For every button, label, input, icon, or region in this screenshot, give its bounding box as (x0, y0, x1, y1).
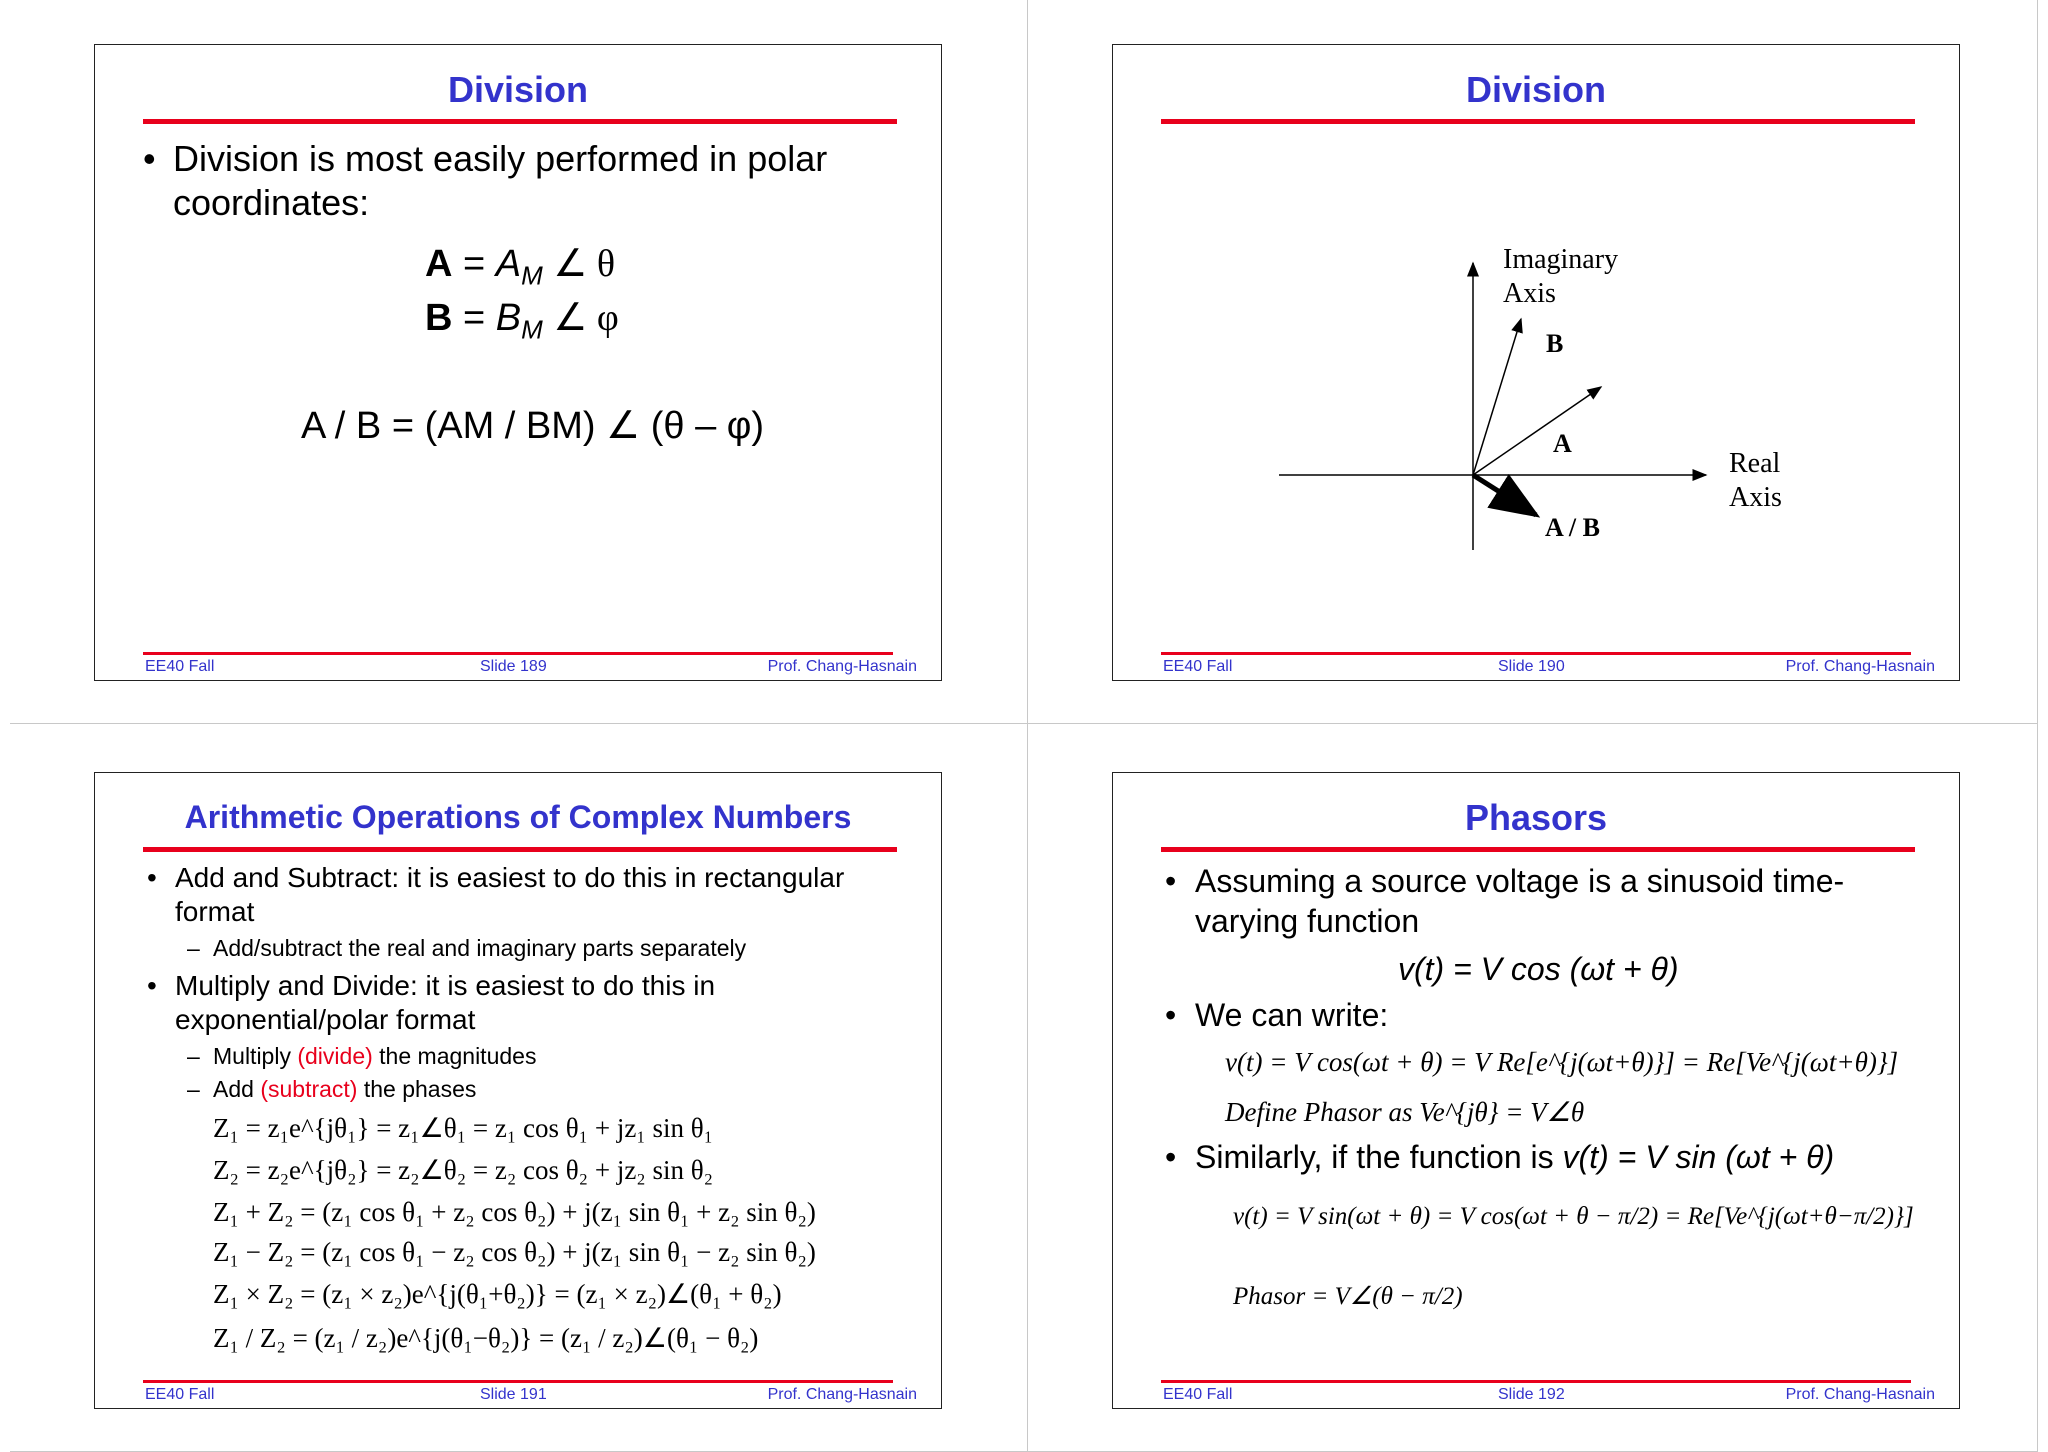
sub-bullet-prefix: Add (213, 1076, 261, 1102)
real-axis-label (1729, 447, 1782, 515)
equation-z1: Z₁ = z₁e^{jθ₁} = z₁∠θ₁ = z₁ cos θ₁ + jz₁ sin θ₁ (213, 1113, 714, 1143)
eq-a-sub: M (521, 260, 543, 291)
footer-rule (143, 652, 893, 655)
label-a: A (1553, 429, 1572, 458)
eq-a-rhs: A (495, 243, 522, 285)
bullet-label: Add and Subtract: it is easiest to do this in rectangular format (175, 862, 845, 927)
slide-cell-190 (1028, 0, 2038, 724)
bullet-label: We can write: (1195, 997, 1389, 1033)
equation-a: $A = A_M$ ∠ θ (425, 243, 616, 291)
slide-title: Phasors (1464, 797, 1608, 838)
real-label-line1: Real (1729, 448, 1781, 479)
footer-author: Prof. Chang-Hasnain (1785, 1386, 1935, 1403)
equation-v-real-part: v(t) = V cos(ωt + θ) = V Re[e^{j(ωt+θ)}] = Re[Ve^{j(ωt+θ)}] (1225, 1047, 1899, 1077)
eq-a-lhs: A (425, 243, 453, 285)
bullet-label: Assuming a source voltage is a sinusoid time-varying function (1195, 863, 1845, 939)
footer-rule (1161, 1380, 1911, 1383)
slide-title: Arithmetic Operations of Complex Numbers (184, 799, 852, 835)
footer-slide-number: Slide 192 (1498, 1386, 1565, 1403)
equation-z2: Z₂ = z₂e^{jθ₂} = z₂∠θ₂ = z₂ cos θ₂ + jz₂ sin θ₂ (213, 1155, 714, 1185)
sub-bullet-red: (divide) (297, 1043, 373, 1069)
equation-v-sin: v(t) = V sin(ωt + θ) = V cos(ωt + θ − π/2) = Re[Ve^{j(ωt+θ−π/2)}] (1233, 1203, 1914, 1230)
bullet-label: Multiply and Divide: it is easiest to do this in exponential/polar format (175, 970, 716, 1035)
footer-course: EE40 Fall (145, 658, 215, 675)
equation-quotient: Z₁ / Z₂ = (z₁ / z₂)e^{j(θ₁−θ₂)} = (z₁ / z₂)∠(θ₁ − θ₂) (213, 1323, 759, 1353)
bullet-dot: • (1165, 863, 1177, 899)
bullet-similarly-sine (1165, 1137, 1835, 1177)
bullet-dot: • (147, 970, 157, 1001)
eq-b-sub: M (521, 314, 543, 345)
eq-a-angle: ∠ θ (553, 243, 616, 285)
eq-b-angle: ∠ φ (553, 297, 619, 339)
title-rule (1161, 847, 1915, 852)
slide-cell-191 (10, 724, 1028, 1452)
vector-a-over-b (1473, 475, 1536, 515)
equation-define-phasor: Define Phasor as Ve^{jθ} = V∠θ (1225, 1097, 1585, 1127)
equation-sum: Z₁ + Z₂ = (z₁ cos θ₁ + z₂ cos θ₂) + j(z₁ sin θ₁ + z₂ sin θ₂) (213, 1197, 816, 1227)
sub-bullet-magnitudes (187, 1043, 537, 1070)
equation-division: A / B = (AM / BM) ∠ (θ – φ) (301, 405, 765, 447)
slide-190 (1112, 44, 1960, 681)
sub-bullet-suffix: the phases (357, 1076, 477, 1102)
footer-author: Prof. Chang-Hasnain (767, 1386, 917, 1403)
dash: – (187, 1043, 200, 1069)
vector-b (1473, 319, 1521, 475)
label-a-over-b: A / B (1545, 513, 1600, 542)
slide-cell-189 (10, 0, 1028, 724)
bullet-source-voltage (1165, 861, 1895, 941)
bullet-add-subtract (147, 861, 875, 929)
footer-author: Prof. Chang-Hasnain (767, 658, 917, 675)
bullet-dot: • (143, 138, 156, 179)
label-b: B (1546, 329, 1564, 358)
sub-bullet-red: (subtract) (260, 1076, 358, 1102)
slide-191 (94, 772, 942, 1409)
slide-title: Division (447, 69, 589, 110)
footer-course: EE40 Fall (1163, 658, 1233, 675)
footer-course: EE40 Fall (1163, 1386, 1233, 1403)
dash: – (187, 935, 200, 961)
bullet-dot: • (147, 862, 157, 893)
footer-course: EE40 Fall (145, 1386, 215, 1403)
bullet-dot: • (1165, 997, 1177, 1033)
slide-title: Division (1465, 69, 1607, 110)
eq-b-rhs: B (495, 297, 522, 339)
sub-bullet-label: Add/subtract the real and imaginary parts separately (213, 935, 747, 961)
imaginary-label-line1: Imaginary (1503, 244, 1619, 275)
slide-cell-192 (1028, 724, 2038, 1452)
complex-plane-diagram (1113, 45, 1961, 682)
dash: – (187, 1076, 200, 1102)
sub-bullet-phases (187, 1076, 477, 1103)
bullet-we-can-write (1165, 995, 1389, 1035)
sub-bullet-prefix: Multiply (213, 1043, 298, 1069)
footer-slide-number: Slide 189 (480, 658, 547, 675)
equation-b: $B = B_M$ ∠ φ (425, 297, 619, 345)
bullet-label: Division is most easily performed in polar coordinates: (173, 138, 828, 223)
sub-bullet-real-imag (187, 935, 747, 962)
equation-difference: Z₁ − Z₂ = (z₁ cos θ₁ − z₂ cos θ₂) + j(z₁ sin θ₁ − z₂ sin θ₂) (213, 1237, 816, 1267)
equation-product: Z₁ × Z₂ = (z₁ × z₂)e^{j(θ₁+θ₂)} = (z₁ × z₂)∠(θ₁ + θ₂) (213, 1279, 782, 1309)
imaginary-axis-label (1503, 243, 1618, 311)
bullet-text (143, 137, 873, 225)
bullet-prefix: Similarly, if the function is (1195, 1139, 1563, 1175)
footer-slide-number: Slide 190 (1498, 658, 1565, 675)
footer-author: Prof. Chang-Hasnain (1785, 658, 1935, 675)
title-rule (143, 119, 897, 124)
real-label-line2: Axis (1729, 482, 1782, 513)
sub-bullet-suffix: the magnitudes (372, 1043, 537, 1069)
title-rule (143, 847, 897, 852)
equation-v-cos: v(t) = V cos (ωt + θ) (1398, 951, 1679, 987)
footer-rule (1161, 652, 1911, 655)
equation-phasor-sin: Phasor = V∠(θ − π/2) (1233, 1283, 1463, 1310)
slide-189 (94, 44, 942, 681)
eq-b-lhs: B (425, 297, 453, 339)
footer-slide-number: Slide 191 (480, 1386, 547, 1403)
bullet-equation: v(t) = V sin (ωt + θ) (1562, 1139, 1835, 1175)
footer-rule (143, 1380, 893, 1383)
vector-a (1473, 387, 1601, 475)
imaginary-label-line2: Axis (1503, 278, 1556, 309)
slide-192 (1112, 772, 1960, 1409)
bullet-multiply-divide (147, 969, 875, 1037)
bullet-dot: • (1165, 1139, 1177, 1175)
